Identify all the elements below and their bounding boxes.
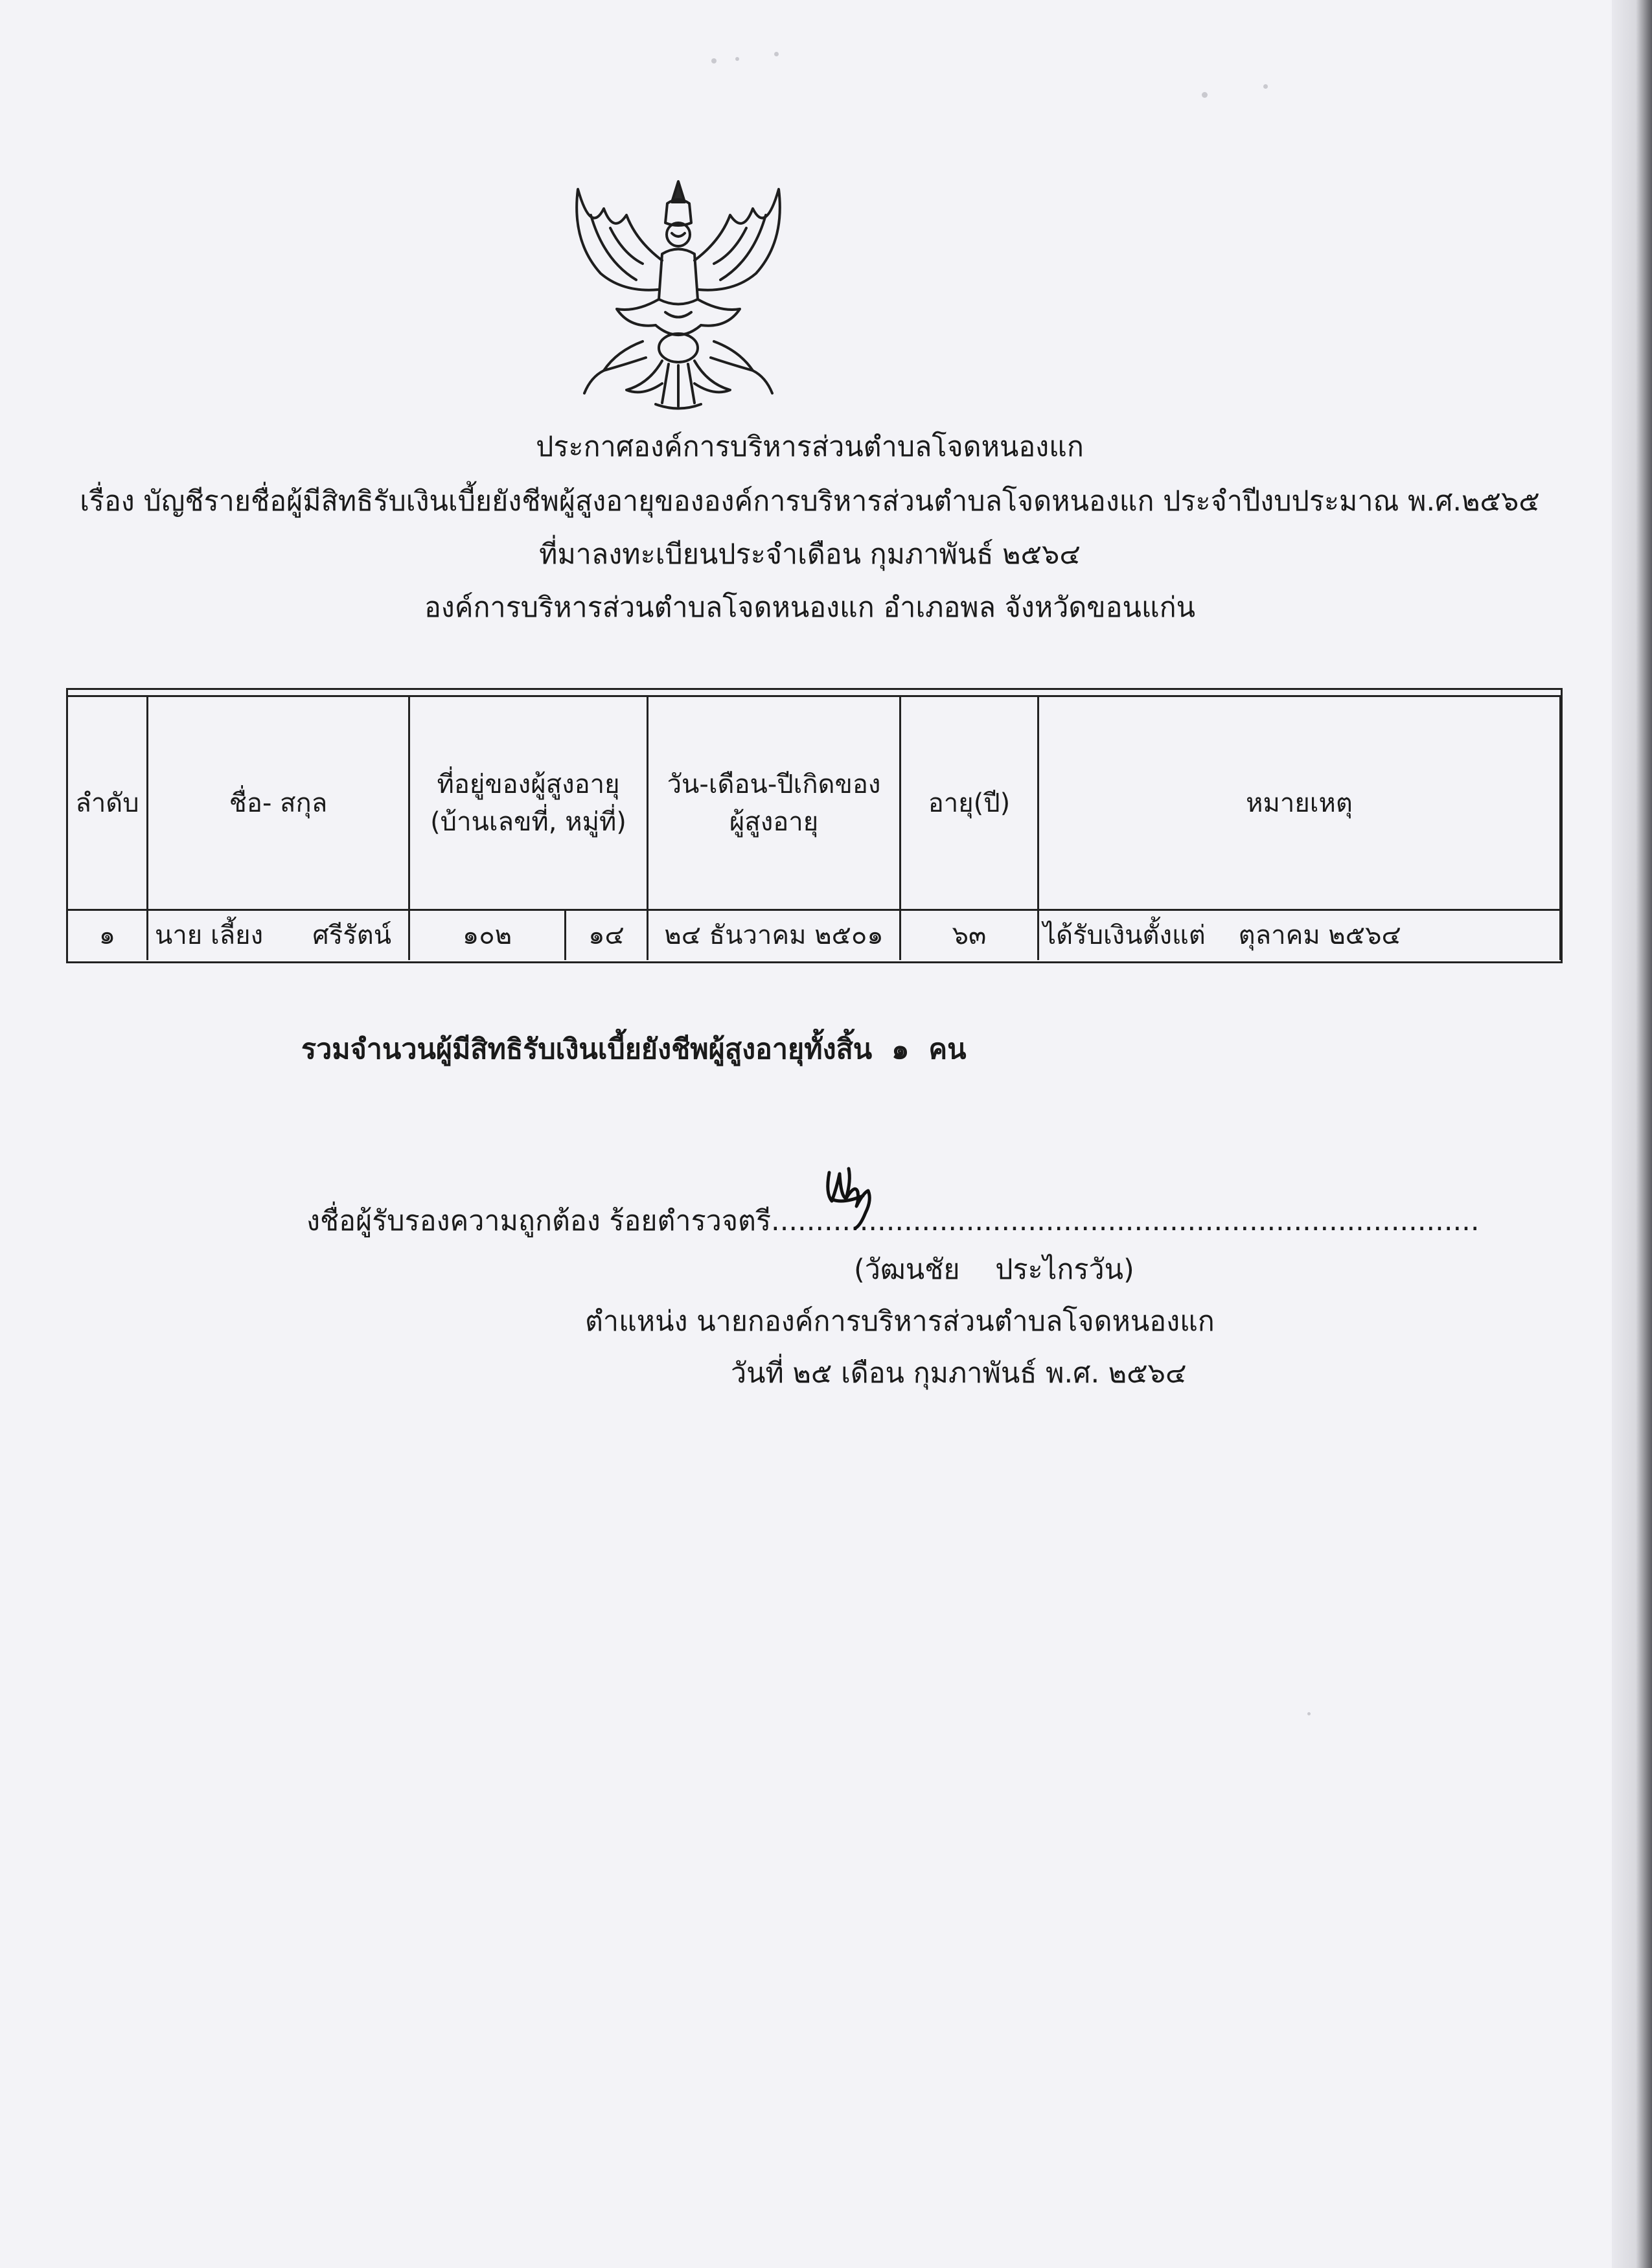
announcement-registration-month: ที่มาลงทะเบียนประจำเดือน กุมภาพันธ์ ๒๕๖๔ — [539, 538, 1081, 571]
scan-edge-shadow — [1612, 0, 1652, 2268]
column-header-no: ลำดับ — [75, 788, 139, 818]
scan-speck — [1307, 1712, 1311, 1715]
column-header-remark: หมายเหตุ — [1246, 788, 1353, 818]
column-header-address — [410, 697, 647, 909]
column-header-address-line2: (บ้านเลขที่, หมู่ที่) — [430, 807, 626, 837]
announcement-organization: องค์การบริหารส่วนตำบลโจดหนองแก อำเภอพล จังหวัดขอนแก่น — [424, 591, 1196, 624]
table-row-house-no: ๑๐๒ — [462, 921, 512, 950]
scan-speck — [1263, 84, 1268, 89]
handwritten-signature — [818, 1161, 882, 1232]
scan-speck — [1202, 92, 1208, 98]
column-header-name: ชื่อ- สกุล — [229, 788, 328, 818]
column-header-dob-line1: วัน-เดือน-ปีเกิดของ — [667, 769, 881, 799]
table-row-remark: ได้รับเงินตั้งแต่ ตุลาคม ๒๕๖๔ — [1043, 921, 1401, 950]
beneficiary-table — [66, 688, 1563, 963]
announcement-title: ประกาศองค์การบริหารส่วนตำบลโจดหนองแก — [536, 431, 1084, 463]
announcement-subject: เรื่อง บัญชีรายชื่อผู้มีสิทธิรับเงินเบี้ยยังชีพผู้สูงอายุขององค์การบริหารส่วนตำบลโจดหนองแก ประจำปีงบประมาณ พ.ศ.๒๕๖๕ — [80, 485, 1540, 518]
table-row-dob: ๒๔ ธันวาคม ๒๕๐๑ — [664, 921, 884, 950]
column-header-age: อายุ(ปี) — [928, 788, 1011, 818]
beneficiary-total-summary: รวมจำนวนผู้มีสิทธิรับเงินเบี้ยยังชีพผู้สูงอายุทั้งสิ้น ๑ คน — [301, 1033, 967, 1066]
column-header-dob — [648, 697, 899, 909]
scan-speck — [711, 58, 717, 63]
certifier-name: (วัฒนชัย ประไกรวัน) — [854, 1254, 1134, 1286]
certifier-signature-line: งชื่อผู้รับรองความถูกต้อง ร้อยตำรวจตรี................................................................................ — [306, 1205, 1480, 1237]
table-row-name: นาย เลี้ยง ศรีรัตน์ — [155, 921, 392, 950]
column-header-dob-line2: ผู้สูงอายุ — [729, 807, 819, 837]
scan-speck — [774, 52, 779, 56]
table-row-age: ๖๓ — [952, 921, 987, 950]
column-header-address-line1: ที่อยู่ของผู้สูงอายุ — [437, 769, 620, 799]
garuda-emblem-icon — [565, 163, 792, 416]
table-row-moo: ๑๔ — [588, 921, 625, 950]
table-column-divider — [1559, 695, 1561, 960]
scan-speck — [735, 57, 739, 61]
certification-date: วันที่ ๒๕ เดือน กุมภาพันธ์ พ.ศ. ๒๕๖๔ — [731, 1357, 1187, 1390]
certifier-position: ตำแหน่ง นายกองค์การบริหารส่วนตำบลโจดหนองแก — [585, 1305, 1215, 1338]
table-row-no: ๑ — [98, 921, 116, 950]
